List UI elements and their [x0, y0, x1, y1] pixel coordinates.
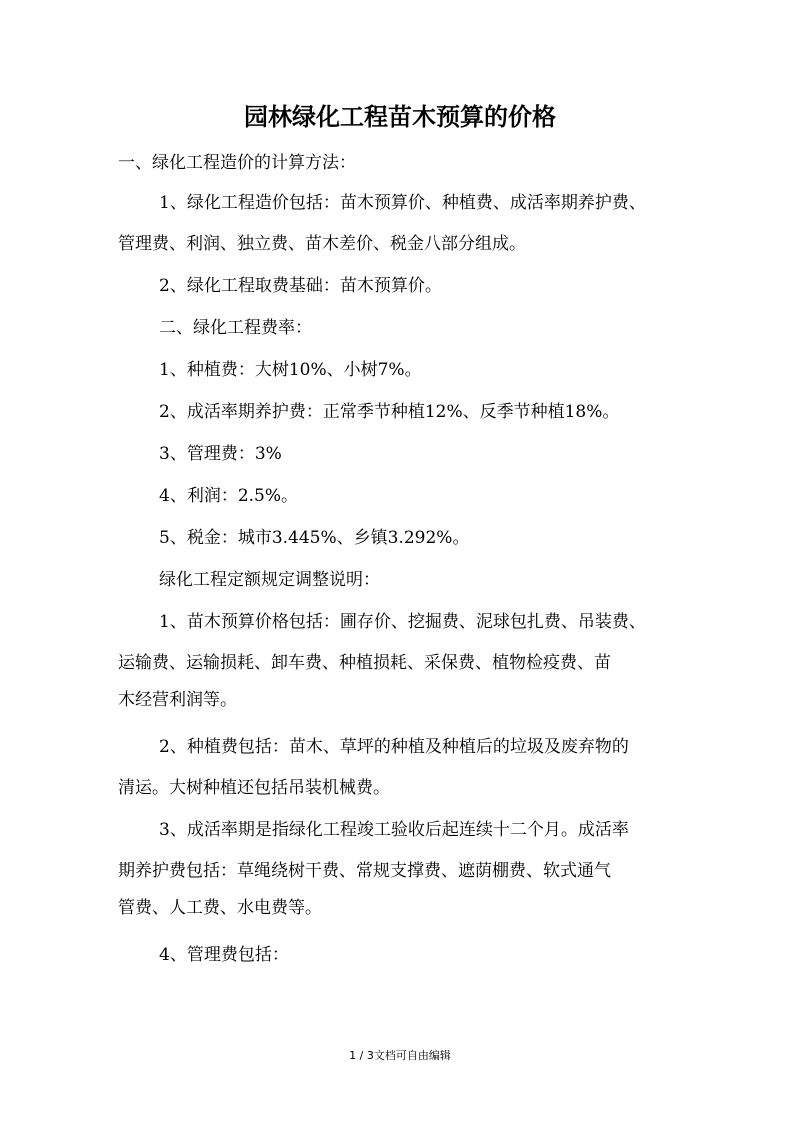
text-line: 1、苗木预算价格包括：圃存价、挖掘费、泥球包扎费、吊装费、 [159, 612, 646, 632]
paragraph-survival-period [118, 812, 698, 927]
text-line: 5、税金：城市3.445%、乡镇3.292%。 [159, 528, 470, 548]
section-heading-quota-adjustment [118, 562, 698, 599]
text-line: 期养护费包括：草绳绕树干费、常规支撑费、遮荫棚费、软式通气 [118, 861, 611, 881]
paragraph-seedling-price [118, 604, 698, 719]
paragraph-fee-basis [118, 268, 698, 305]
text-line: 清运。大树种植还包括吊装机械费。 [118, 778, 390, 798]
paragraph-cost-components [118, 185, 698, 263]
paragraph-tax-rate [118, 520, 698, 557]
text-line: 3、成活率期是指绿化工程竣工验收后起连续十二个月。成活率 [159, 820, 629, 840]
text-line: 2、种植费包括：苗木、草坪的种植及种植后的垃圾及废弃物的 [159, 737, 629, 757]
paragraph-maintenance-fee [118, 394, 698, 431]
paragraph-management-fee-rate [118, 436, 698, 473]
text-line: 管理费、利润、独立费、苗木差价、税金八部分组成。 [118, 234, 526, 254]
text-line: 管费、人工费、水电费等。 [118, 898, 322, 918]
text-line: 绿化工程定额规定调整说明： [159, 570, 380, 590]
text-line: 4、管理费包括： [159, 945, 289, 965]
paragraph-planting-fee [118, 352, 698, 389]
text-line: 木经营利润等。 [118, 690, 237, 710]
text-line: 3、管理费：3% [159, 444, 282, 464]
paragraph-profit-rate [118, 478, 698, 515]
text-line: 2、绿化工程取费基础：苗木预算价。 [159, 276, 442, 296]
section-heading-calc-method [118, 145, 698, 182]
text-line: 4、利润：2.5%。 [159, 486, 299, 506]
text-line: 二、绿化工程费率： [159, 318, 312, 338]
text-line: 2、成活率期养护费：正常季节种植12%、反季节种植18%。 [159, 402, 620, 422]
text-line: 一、绿化工程造价的计算方法： [118, 153, 356, 173]
paragraph-management-fee-scope [118, 937, 698, 974]
text-line: 1、绿化工程造价包括：苗木预算价、种植费、成活率期养护费、 [159, 193, 646, 213]
text-line: 1、种植费：大树10%、小树7%。 [159, 360, 422, 380]
paragraph-planting-fee-scope [118, 729, 698, 807]
section-heading-fee-rates [118, 310, 698, 347]
page-title: 园林绿化工程苗木预算的价格 [244, 103, 556, 131]
text-line: 运输费、运输损耗、卸车费、种植损耗、采保费、植物检疫费、苗 [118, 653, 611, 673]
page-footer: 1 / 3文档可自由编辑 [349, 1049, 451, 1062]
